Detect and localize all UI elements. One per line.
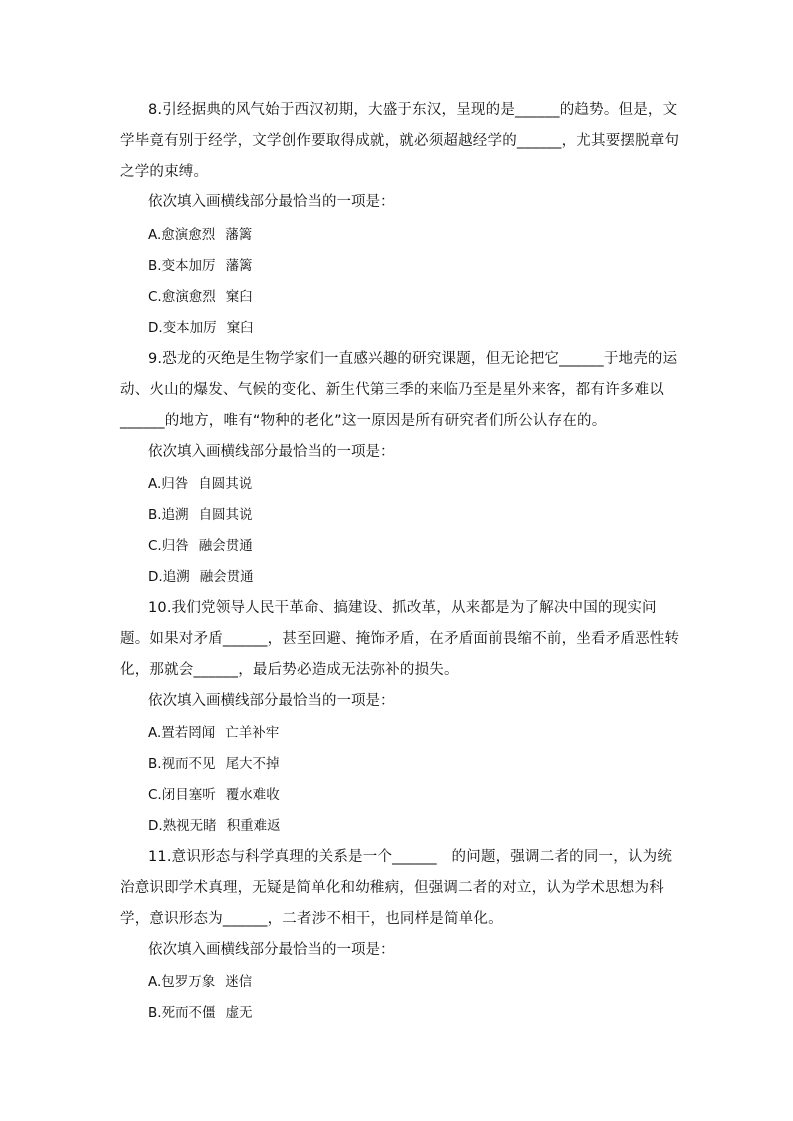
question-8-prompt: 依次填入画横线部分最恰当的一项是： [148,194,395,210]
option-letter: C. [148,787,162,803]
question-8-option-b[interactable] [148,251,253,282]
option-word-1: 愈演愈烈 [161,227,216,243]
option-word-2: 藩篱 [225,227,253,243]
option-letter: B. [148,1005,162,1021]
option-letter: D. [148,818,163,834]
option-word-2: 亡羊补牢 [225,725,280,741]
option-word-1: 归咎 [161,538,189,554]
option-word-2: 藩篱 [225,258,253,274]
option-letter: B. [148,258,162,274]
question-9-stem: 9.恐龙的灭绝是生物学家们一直感兴趣的研究课题，但无论把它______于地壳的运动、火山的爆发、气候的变化、新生代第三季的来临乃至是星外来客，都有许多难以______的地方，唯有“物种的老化”这一原因是所有研究者们所公认存在的。 [120,351,678,429]
option-letter: B. [148,507,162,523]
option-word-2: 融会贯通 [199,569,254,585]
question-9-option-c[interactable] [148,531,253,562]
option-word-2: 自圆其说 [198,507,253,523]
option-letter: A. [148,974,162,990]
option-word-1: 置若罔闻 [161,725,216,741]
option-letter: A. [148,725,162,741]
question-9-prompt: 依次填入画横线部分最恰当的一项是： [148,444,395,460]
option-word-2: 迷信 [225,974,253,990]
option-word-1: 追溯 [161,507,189,523]
question-11-stem: 11.意识形态与科学真理的关系是一个______ 的问题，强调二者的同一，认为统治意识即学术真理，无疑是简单化和幼稚病，但强调二者的对立，认为学术思想为科学，意识形态为______，二者涉不相干，也同样是简单化。 [120,849,673,927]
option-letter: D. [148,320,163,336]
question-10-prompt: 依次填入画横线部分最恰当的一项是： [148,693,395,709]
question-10-option-d[interactable] [148,811,281,842]
option-word-1: 变本加厉 [162,320,217,336]
option-word-1: 归咎 [161,476,189,492]
option-letter: A. [148,476,162,492]
option-word-1: 死而不僵 [161,1005,216,1021]
option-letter: B. [148,756,162,772]
option-word-1: 熟视无睹 [162,818,217,834]
question-8-option-c[interactable] [148,282,253,313]
question-9-option-b[interactable] [148,500,253,531]
option-word-2: 覆水难收 [225,787,280,803]
question-10-stem: 10.我们党领导人民干革命、搞建设、抓改革，从来都是为了解决中国的现实问题。如果对矛盾______，甚至回避、掩饰矛盾，在矛盾面前畏缩不前，坐看矛盾恶性转化，那就会______，最后势必造成无法弥补的损失。 [120,600,680,678]
option-letter: A. [148,227,162,243]
option-letter: C. [148,538,162,554]
option-word-2: 尾大不掉 [225,756,280,772]
option-word-1: 追溯 [162,569,190,585]
question-8-stem: 8.引经据典的风气始于西汉初期，大盛于东汉，呈现的是______的趋势。但是，文学毕竟有别于经学，文学创作要取得成就，就必须超越经学的______，尤其要摆脱章句之学的束缚。 [120,102,680,180]
question-11-prompt: 依次填入画横线部分最恰当的一项是： [148,942,395,958]
option-word-1: 视而不见 [161,756,216,772]
option-word-2: 窠臼 [226,320,254,336]
option-word-1: 愈演愈烈 [161,289,216,305]
option-word-1: 包罗万象 [161,974,216,990]
question-10-option-c[interactable] [148,780,280,811]
option-letter: D. [148,569,163,585]
option-word-2: 虚无 [225,1005,253,1021]
option-word-2: 窠臼 [225,289,253,305]
question-8-option-a[interactable] [148,220,252,251]
question-9-option-a[interactable] [148,469,252,500]
option-word-2: 积重难返 [226,818,281,834]
question-11-option-b[interactable] [148,998,253,1029]
option-word-2: 自圆其说 [198,476,253,492]
question-10-option-b[interactable] [148,749,280,780]
option-letter: C. [148,289,162,305]
question-11-option-a[interactable] [148,967,252,998]
question-9-option-d[interactable] [148,562,254,593]
question-10-option-a[interactable] [148,718,279,749]
option-word-1: 变本加厉 [161,258,216,274]
option-word-2: 融会贯通 [198,538,253,554]
option-word-1: 闭目塞听 [161,787,216,803]
question-8-option-d[interactable] [148,313,254,344]
